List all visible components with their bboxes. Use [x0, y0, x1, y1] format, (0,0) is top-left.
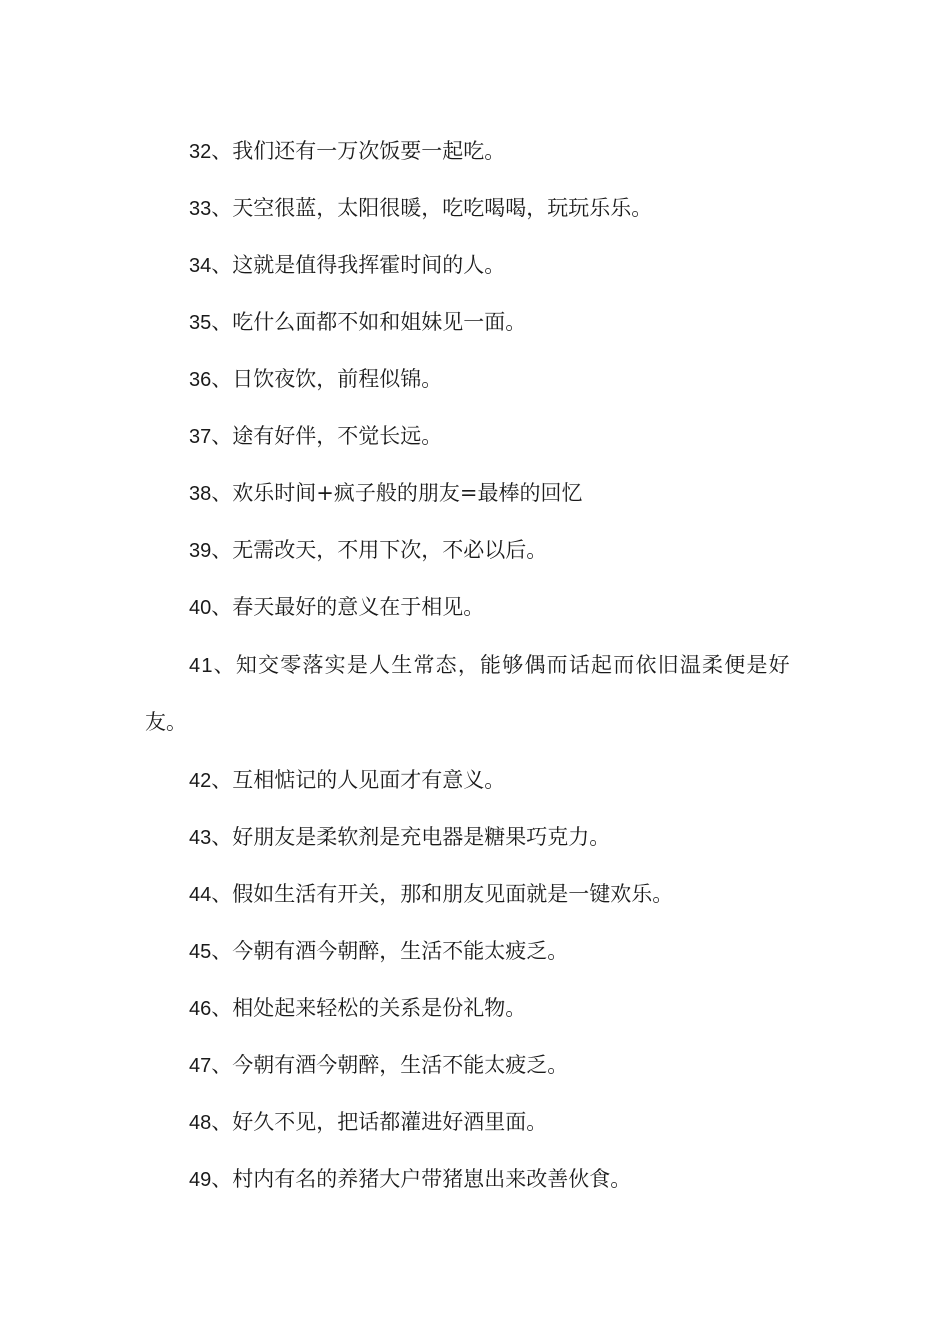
item-number: 39: [189, 540, 212, 562]
list-item: [145, 365, 859, 394]
item-number: 37: [189, 426, 212, 448]
item-number: 33: [189, 198, 212, 220]
item-number: 41: [189, 655, 214, 677]
item-number: 32: [189, 141, 212, 163]
item-text: 、今朝有酒今朝醉，生活不能太疲乏。: [211, 1053, 569, 1077]
list-item: [145, 422, 859, 451]
item-text: 、欢乐时间+疯子般的朋友=最棒的回忆: [211, 481, 583, 505]
list-item: [145, 766, 859, 795]
item-text: 友。: [145, 710, 187, 734]
item-text: 、假如生活有开关，那和朋友见面就是一键欢乐。: [211, 882, 674, 906]
list-item: [145, 137, 859, 166]
item-number: 43: [189, 827, 212, 849]
item-text: 、我们还有一万次饭要一起吃。: [211, 139, 506, 163]
list-item: [145, 251, 859, 280]
item-text: 、春天最好的意义在于相见。: [211, 595, 485, 619]
list-item: [145, 1108, 859, 1137]
item-number: 40: [189, 597, 212, 619]
item-text: 、途有好伴，不觉长远。: [211, 424, 443, 448]
item-number: 35: [189, 312, 212, 334]
list-item-continuation: [145, 708, 815, 736]
item-text: 、吃什么面都不如和姐妹见一面。: [211, 310, 527, 334]
item-number: 38: [189, 483, 212, 505]
item-text: 、天空很蓝，太阳很暖，吃吃喝喝，玩玩乐乐。: [211, 196, 653, 220]
list-item: [145, 308, 859, 337]
item-text: 、好朋友是柔软剂是充电器是糖果巧克力。: [211, 825, 611, 849]
item-number: 47: [189, 1055, 212, 1077]
item-number: 34: [189, 255, 212, 277]
list-item: [145, 880, 859, 909]
item-text: 、日饮夜饮，前程似锦。: [211, 367, 443, 391]
list-item: [145, 593, 859, 622]
item-text: 、无需改天，不用下次，不必以后。: [211, 538, 548, 562]
list-item: [145, 479, 859, 508]
item-text: 、互相惦记的人见面才有意义。: [211, 768, 506, 792]
list-item: [145, 536, 859, 565]
list-item: [145, 1051, 859, 1080]
item-text: 、知交零落实是人生常态，能够偶而话起而依旧温柔便是好: [213, 653, 791, 677]
item-number: 42: [189, 770, 212, 792]
item-number: 49: [189, 1169, 212, 1191]
item-text: 、这就是值得我挥霍时间的人。: [211, 253, 506, 277]
item-text: 、今朝有酒今朝醉，生活不能太疲乏。: [211, 939, 569, 963]
item-text: 、相处起来轻松的关系是份礼物。: [211, 996, 527, 1020]
item-text: 、好久不见，把话都灌进好酒里面。: [211, 1110, 548, 1134]
item-number: 44: [189, 884, 212, 906]
item-text: 、村内有名的养猪大户带猪崽出来改善伙食。: [211, 1167, 632, 1191]
list-item: [145, 937, 859, 966]
item-number: 45: [189, 941, 212, 963]
list-item: [145, 194, 859, 223]
item-number: 46: [189, 998, 212, 1020]
item-number: 36: [189, 369, 212, 391]
list-item: [145, 823, 859, 852]
list-item: [145, 994, 859, 1023]
item-number: 48: [189, 1112, 212, 1134]
list-item: [145, 651, 859, 680]
list-item: [145, 1165, 859, 1194]
